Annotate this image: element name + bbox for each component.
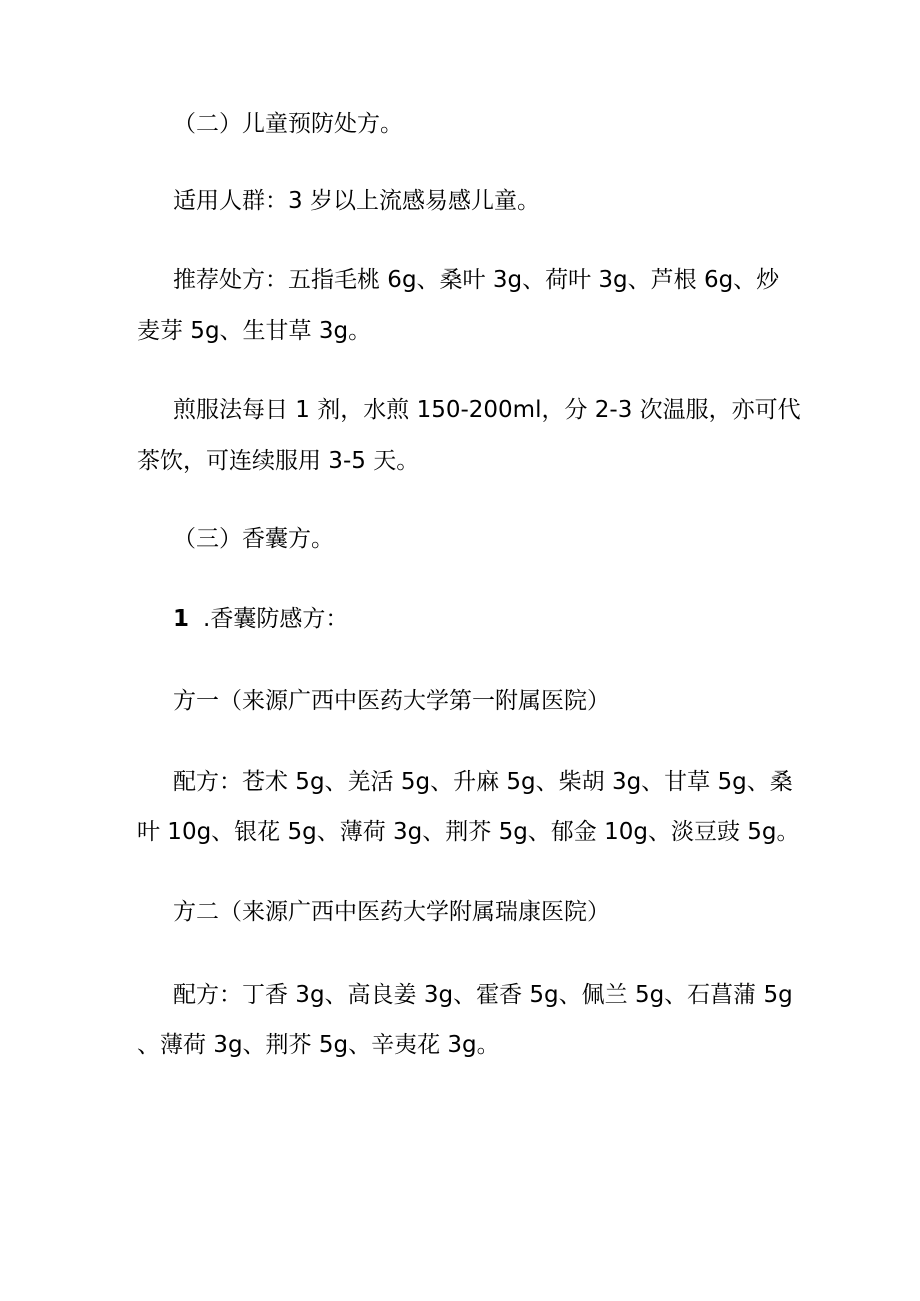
formula-2-line-1: 配方：丁香 3g、高良姜 3g、霍香 5g、佩兰 5g、石菖蒲 5g	[173, 982, 793, 1008]
decoction-method-line-2: 茶饮，可连续服用 3-5 天。	[137, 448, 420, 474]
children-prescription-line-2: 麦芽 5g、生甘草 3g。	[137, 318, 372, 344]
sachet-item-heading	[173, 592, 348, 646]
sachet-item-number: 1	[173, 606, 190, 632]
formula-1-source: 方一（来源广西中医药大学第一附属医院）	[173, 688, 610, 714]
section-heading-children: （二）儿童预防处方。	[173, 111, 403, 137]
children-prescription-line-1: 推荐处方：五指毛桃 6g、桑叶 3g、荷叶 3g、芦根 6g、炒	[173, 267, 780, 293]
section-heading-sachet: （三）香囊方。	[173, 526, 334, 552]
sachet-item-title: .香囊防感方：	[203, 606, 349, 632]
target-group-text: 适用人群：3 岁以上流感易感儿童。	[173, 188, 540, 214]
decoction-method-line-1: 煎服法每日 1 剂，水煎 150-200ml，分 2-3 次温服，亦可代	[173, 397, 801, 423]
formula-1-line-2: 叶 10g、银花 5g、薄荷 3g、荆芥 5g、郁金 10g、淡豆豉 5g。	[137, 819, 800, 845]
formula-1-line-1: 配方：苍术 5g、羌活 5g、升麻 5g、柴胡 3g、甘草 5g、桑	[173, 769, 793, 795]
formula-2-source: 方二（来源广西中医药大学附属瑞康医院）	[173, 899, 610, 925]
formula-2-line-2: 、薄荷 3g、荆芥 5g、辛夷花 3g。	[137, 1032, 500, 1058]
